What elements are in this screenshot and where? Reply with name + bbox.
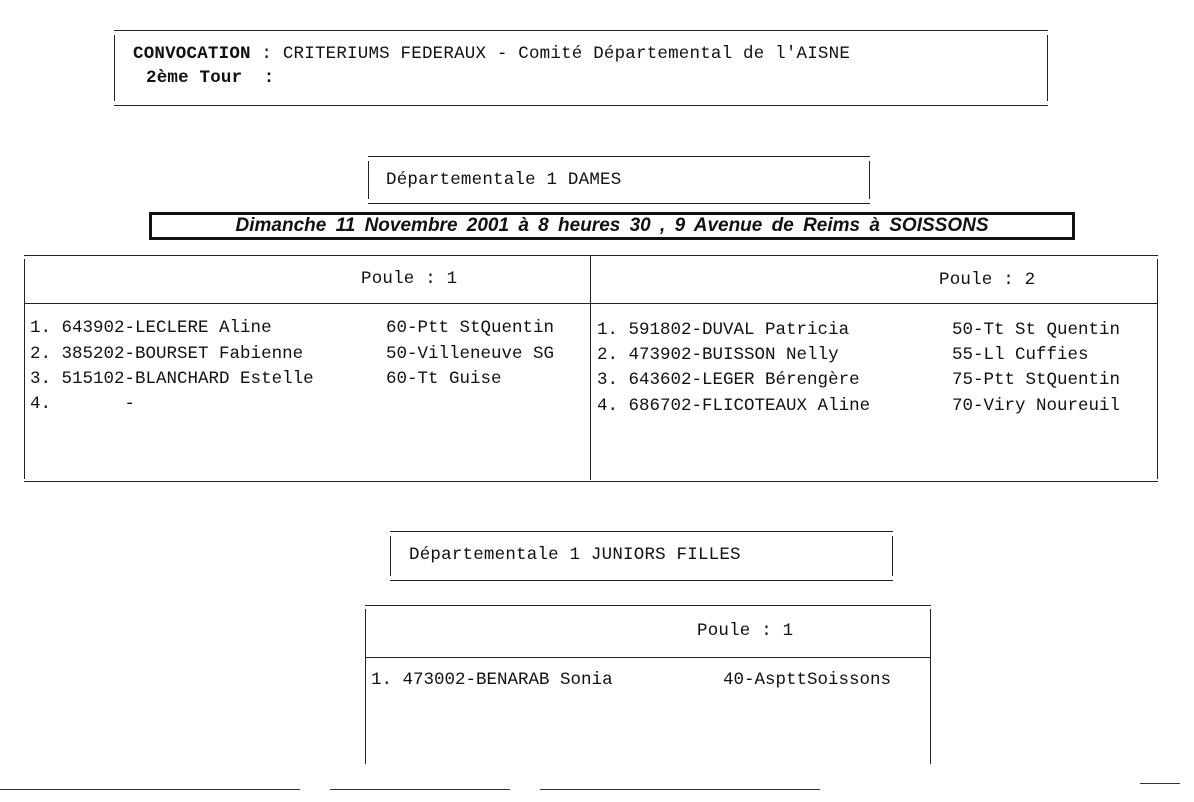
poule-2-title: Poule : 2 — [939, 270, 1036, 290]
category-dames-title: Départementale 1 DAMES — [386, 170, 622, 190]
poule-1-row: 2. 385202-BOURSET Fabienne — [30, 344, 304, 364]
poule-2-club: 75-Ptt StQuentin — [952, 370, 1121, 390]
scan-artifact-line — [1140, 783, 1180, 784]
poule-1-row: 4. - — [30, 394, 136, 414]
header-round: 2ème Tour : — [146, 68, 275, 88]
juniors-poule-1-title: Poule : 1 — [697, 621, 794, 641]
poule-2-row: 3. 643602-LEGER Bérengère — [597, 370, 860, 390]
poule-1-row: 1. 643902-LECLERE Aline — [30, 318, 272, 338]
table-header-separator — [365, 657, 931, 658]
poule-2-club: 55-Ll Cuffies — [952, 345, 1089, 365]
scan-artifact-line — [0, 789, 300, 790]
date-banner: Dimanche 11 Novembre 2001 à 8 heures 30 , 9 Avenue de Reims à SOISSONS — [149, 212, 1075, 240]
poule-2-club: 70-Viry Noureuil — [952, 396, 1121, 416]
table-border-left — [365, 609, 366, 764]
juniors-poule-table — [365, 605, 931, 776]
header-title — [133, 44, 850, 64]
table-border-mid — [590, 255, 591, 480]
poule-1-row: 3. 515102-BLANCHARD Estelle — [30, 369, 314, 389]
table-border-right — [930, 609, 931, 764]
header-title-rest: : CRITERIUMS FEDERAUX - Comité Départemental de l'AISNE — [250, 44, 851, 64]
juniors-poule-1-club: 40-AspttSoissons — [723, 670, 892, 690]
category-juniors-title: Départementale 1 JUNIORS FILLES — [409, 545, 741, 565]
poule-2-club: 50-Tt St Quentin — [952, 320, 1121, 340]
scan-artifact-line — [330, 789, 510, 790]
poule-2-row: 4. 686702-FLICOTEAUX Aline — [597, 396, 871, 416]
poule-1-title: Poule : 1 — [361, 269, 458, 289]
scan-artifact-line — [540, 789, 820, 790]
poule-1-club: 60-Ptt StQuentin — [386, 318, 555, 338]
poule-2-row: 2. 473902-BUISSON Nelly — [597, 345, 839, 365]
juniors-poule-1-row: 1. 473002-BENARAB Sonia — [371, 670, 613, 690]
convocation-label: CONVOCATION — [133, 44, 251, 64]
table-header-separator — [24, 303, 1158, 304]
poule-2-row: 1. 591802-DUVAL Patricia — [597, 320, 850, 340]
table-border-left — [24, 259, 25, 479]
poule-1-club: 50-Villeneuve SG — [386, 344, 555, 364]
poule-1-club: 60-Tt Guise — [386, 369, 502, 389]
table-border-right — [1157, 259, 1158, 479]
